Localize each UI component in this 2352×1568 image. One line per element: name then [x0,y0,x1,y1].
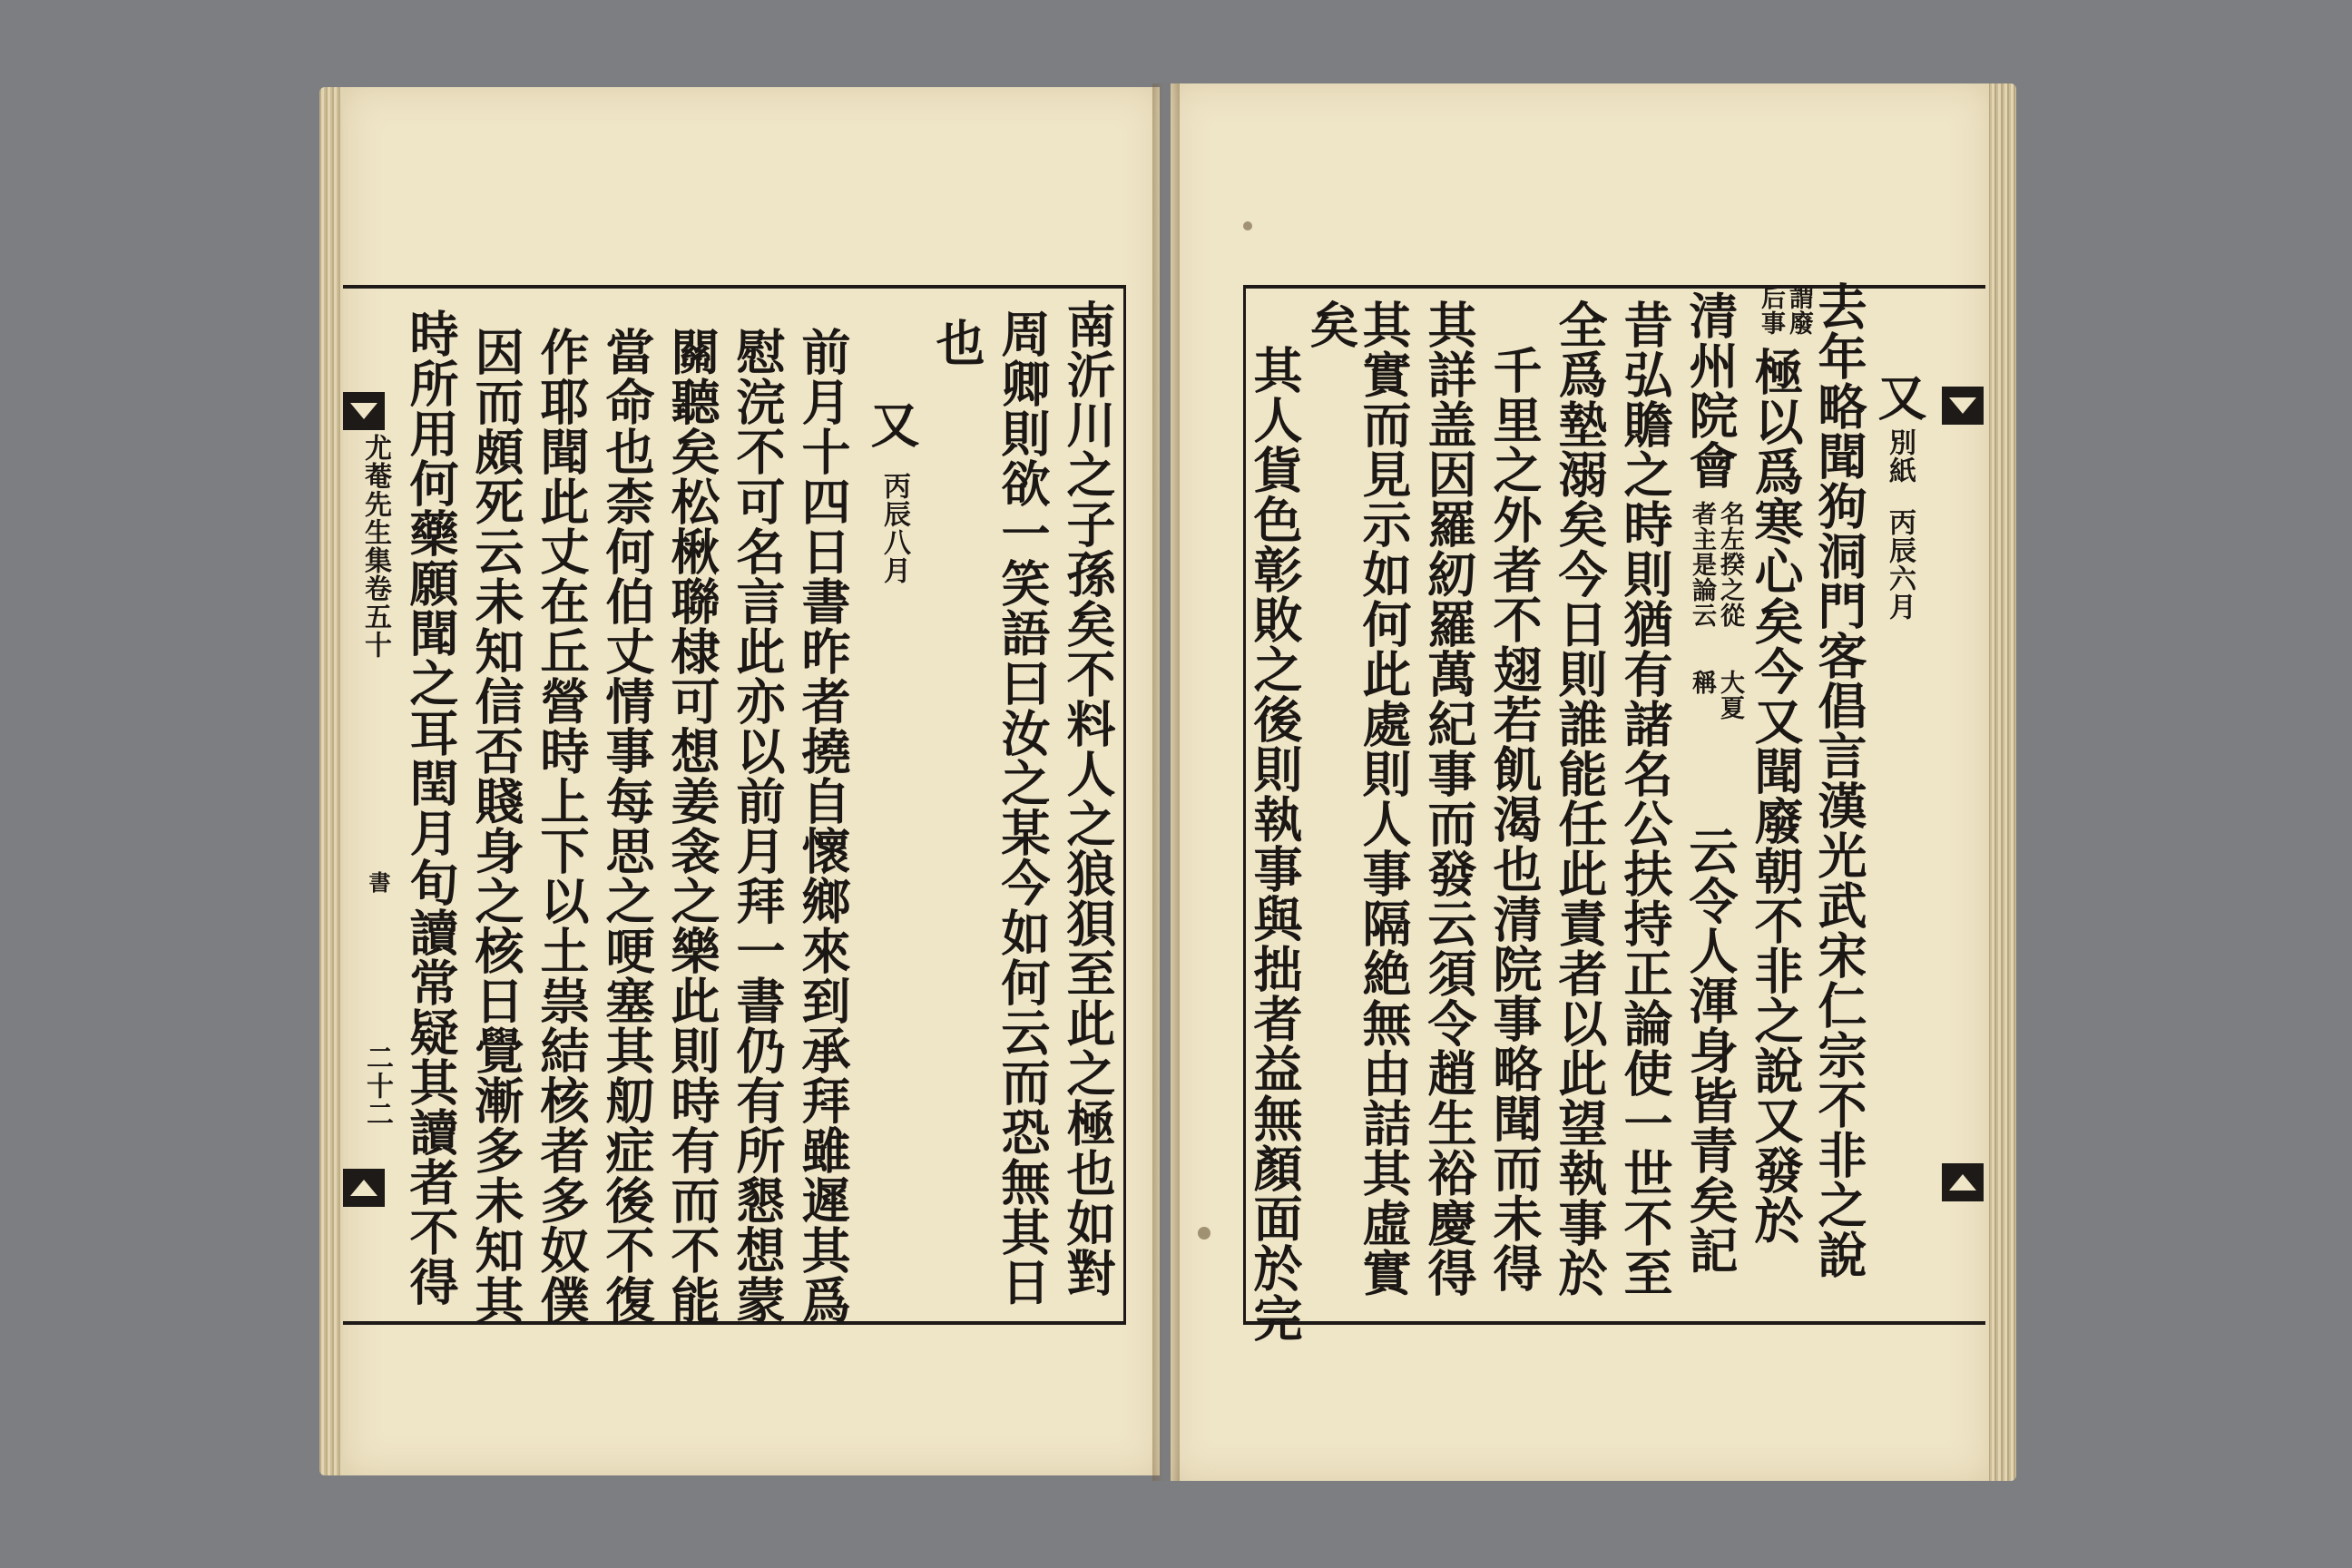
page-number-margin: 二十二 [361,1044,393,1128]
paper-hole [1198,1227,1210,1240]
letter-heading: 又 [1870,372,1928,422]
text-column: 清州院會 [1681,290,1740,490]
fish-tail-mark-left-top [343,392,385,430]
text-column: 云令人渾身皆青矣記 [1681,826,1740,1275]
interlinear-note: 后事 謂廢 [1757,285,1813,336]
text-column: 矣 [1302,299,1360,349]
text-column: 其詳盖因羅紉羅萬紀事而發云須令趙生裕慶得 [1420,299,1478,1298]
text-column: 當命也柰何伯丈情事每思之哽塞其舠症後不復 [598,327,656,1325]
text-column: 關聽矣松楸聯棣可想姜衾之樂此則時有而不能 [663,327,721,1325]
fish-tail-mark-left-bottom [343,1169,385,1207]
letter-heading: 又 [863,399,921,449]
text-column: 千里之外者不翅若飢渴也清院事略聞而未得 [1485,345,1544,1293]
text-column: 慰浣不可名言此亦以前月拜一書仍有所懇想蒙 [729,327,787,1325]
text-column: 去年略聞狗洞門客倡言漢光武宋仁宗不非之說 [1810,281,1868,1279]
text-column: 昔弘贍之時則猶有諸名公扶持正論使一世不至 [1616,299,1674,1298]
book-title-margin: 尤菴先生集卷五十 [359,434,391,659]
text-column: 全爲墊溺矣今日則誰能任此責者以此望執事於 [1551,299,1609,1298]
text-column: 其實而見示如何此處則人事隔絶無由詰其虛實 [1355,299,1413,1298]
interlinear-note: 者主是論云 名左揆之從 [1688,501,1744,628]
text-column: 也 [928,318,986,368]
text-column: 前月十四日書昨者撓自懷鄉來到承拜雖遲其爲 [794,327,852,1325]
text-column: 極以爲寒心矣今又聞廢朝不非之說又發於 [1747,347,1805,1245]
text-column: 時所用何藥願聞之耳閏月旬讀常疑其讀者不得 [402,309,460,1307]
book-gutter [1152,83,1180,1481]
letter-subtitle: 別紙 [1884,428,1916,485]
fish-tail-mark-right-top [1942,387,1984,425]
text-column: 因而頗死云未知信否賤身之核日覺漸多未知其 [467,327,525,1325]
text-column: 其人貨色彰敗之後則執事與拙者益無顏面於完 [1246,345,1304,1343]
section-label-margin: 書 [365,871,391,894]
paper-hole [1243,221,1252,230]
letter-date: 丙辰六月 [1884,508,1916,621]
interlinear-note: 稱 大夏 [1688,670,1744,720]
fish-tail-mark-right-bottom [1942,1163,1984,1201]
text-column: 周卿則欲一笑語曰汝之某今如何云而恐無其日 [994,309,1052,1307]
letter-date: 丙辰八月 [878,472,910,584]
text-column: 南沂川之子孫矣不料人之狼狽至此之極也如對 [1059,299,1117,1298]
text-column: 作耶聞此丈在丘營時上下以土祟結核者多奴僕 [533,327,591,1325]
